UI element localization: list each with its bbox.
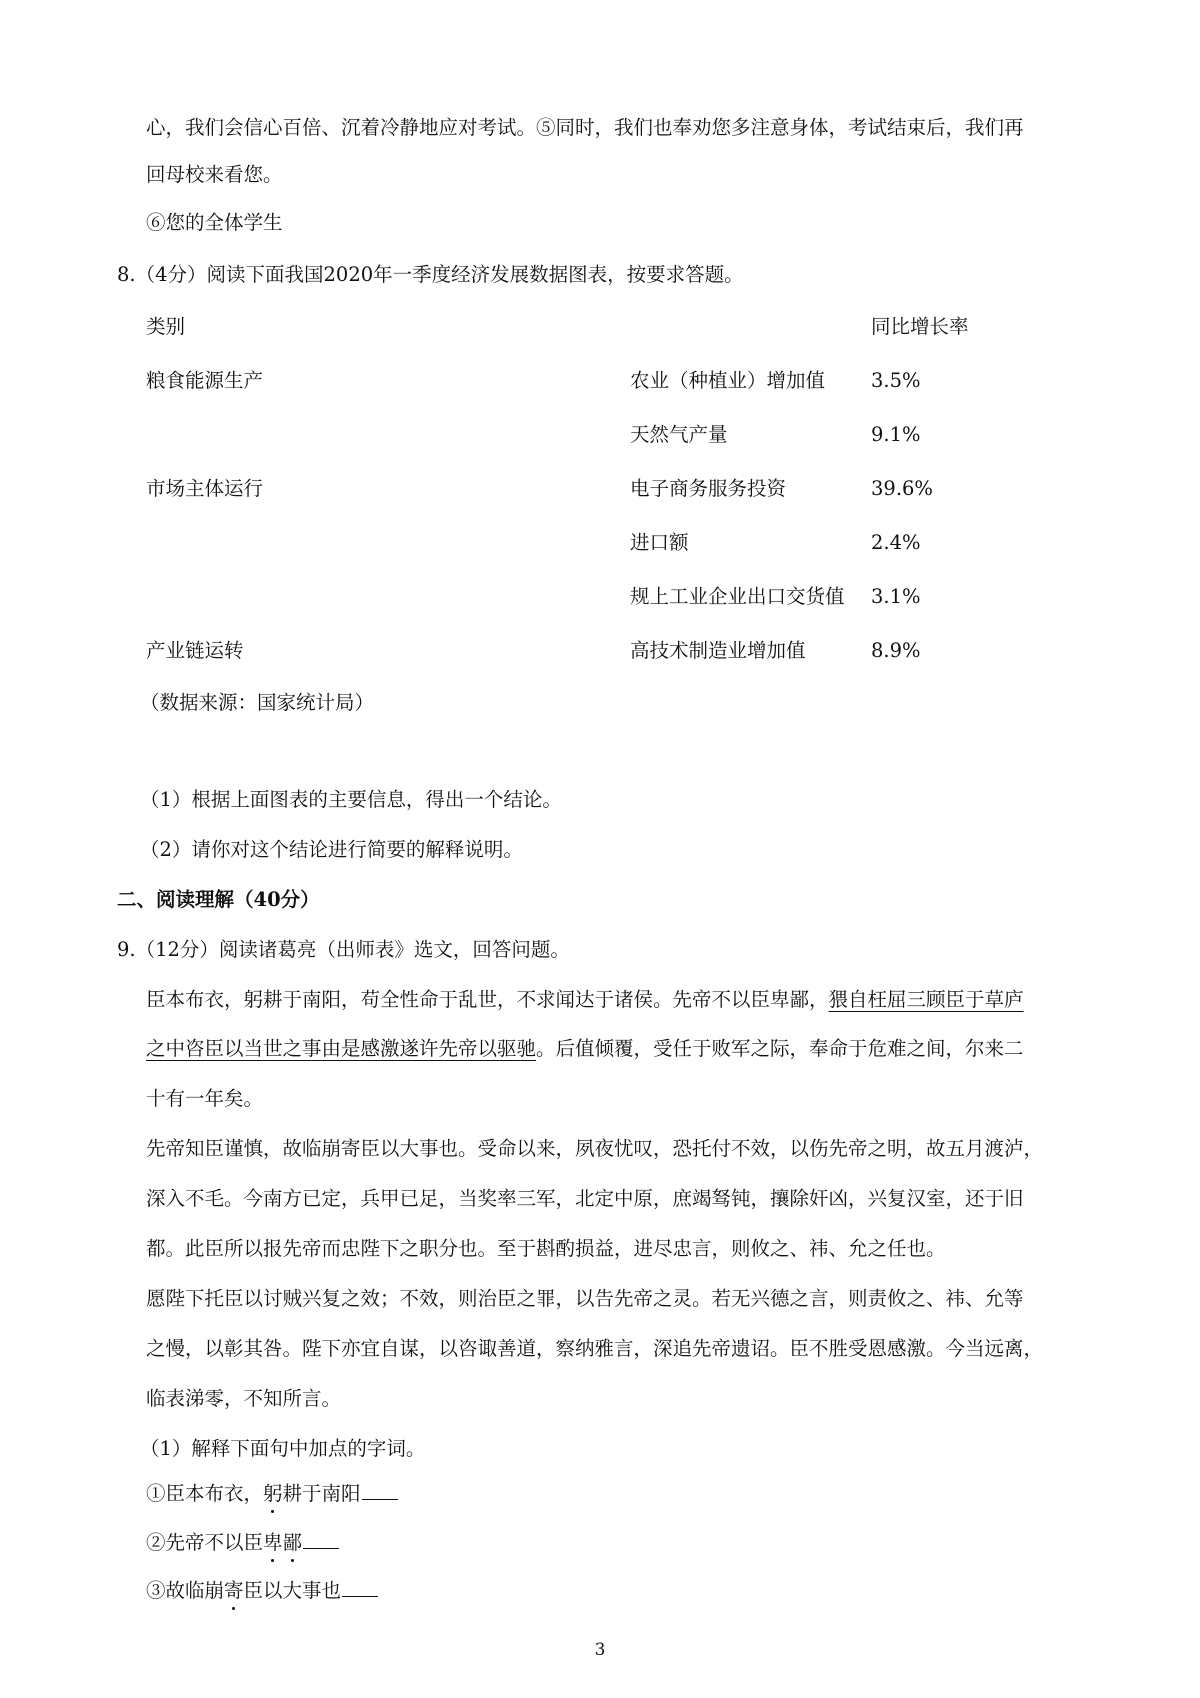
- answer-blank[interactable]: [303, 1530, 339, 1549]
- table-cell-rate: 8.9%: [871, 639, 921, 662]
- table-cell-category: 产业链运转: [146, 639, 244, 662]
- table-cell-rate: 9.1%: [871, 423, 921, 446]
- table-cell-category: 市场主体运行: [146, 477, 264, 500]
- passage-p1-line-3: 十有一年矣。: [146, 1087, 264, 1110]
- q8-stem: 8.（4分）阅读下面我国2020年一季度经济发展数据图表，按要求答题。: [117, 263, 744, 286]
- intro-line-1: 心，我们会信心百倍、沉着冷静地应对考试。⑤同时，我们也奉劝您多注意身体，考试结束后，我们再: [146, 116, 1024, 139]
- table-cell-rate: 3.5%: [871, 369, 921, 392]
- q9-item-3: [146, 1578, 378, 1604]
- underlined-sentence: 之中咨臣以当世之事由是感激遂许先帝以驱驰: [146, 1037, 537, 1060]
- table-cell-category: 粮食能源生产: [146, 369, 264, 392]
- table-source-note: （数据来源：国家统计局）: [140, 691, 375, 714]
- table-cell-item: 电子商务服务投资: [630, 477, 787, 500]
- dotted-char: 躬: [263, 1482, 283, 1505]
- q8-subquestion-2: （2）请你对这个结论进行简要的解释说明。: [140, 838, 523, 861]
- q9-subquestion-1: （1）解释下面句中加点的字词。: [140, 1437, 426, 1460]
- underlined-sentence: 猥自枉屈三顾臣于草庐: [828, 988, 1024, 1011]
- intro-signature: ⑥您的全体学生: [146, 211, 283, 234]
- table-cell-rate: 2.4%: [871, 531, 921, 554]
- table-cell-item: 进口额: [630, 531, 689, 554]
- section-heading: 二、阅读理解（40分）: [117, 888, 320, 911]
- passage-p1-line-1: [146, 987, 1024, 1013]
- passage-p2-line-2: 深入不毛。今南方已定，兵甲已足，当奖率三军，北定中原，庶竭驽钝，攘除奸凶，兴复汉室，还于旧: [146, 1187, 1024, 1210]
- item-text: 耕于南阳: [282, 1482, 361, 1505]
- table-cell-item: 天然气产量: [630, 423, 728, 446]
- q9-stem: 9.（12分）阅读诸葛亮（出师表》选文，回答问题。: [117, 938, 570, 961]
- passage-p2-line-1: 先帝知臣谨慎，故临崩寄臣以大事也。受命以来，夙夜忧叹，恐托付不效，以伤先帝之明，故五月渡泸，: [146, 1137, 1044, 1160]
- table-cell-item: 规上工业企业出口交货值: [630, 585, 845, 608]
- passage-p3-line-3: 临表涕零，不知所言。: [146, 1387, 342, 1410]
- item-text: ②先帝不以臣: [146, 1531, 264, 1554]
- answer-blank[interactable]: [342, 1578, 378, 1597]
- table-cell-item: 高技术制造业增加值: [630, 639, 806, 662]
- q9-item-1: [146, 1481, 398, 1507]
- dotted-char: 寄: [224, 1579, 244, 1602]
- answer-blank[interactable]: [362, 1481, 398, 1500]
- passage-p3-line-1: 愿陛下托臣以讨贼兴复之效；不效，则治臣之罪，以告先帝之灵。若无兴德之言，则责攸之、祎、允等: [146, 1287, 1024, 1310]
- q9-item-2: [146, 1530, 339, 1556]
- dotted-char: 卑: [263, 1531, 283, 1554]
- passage-text: 臣本布衣，躬耕于南阳，苟全性命于乱世，不求闻达于诸侯。先帝不以臣卑鄙，: [146, 988, 829, 1011]
- q8-subquestion-1: （1）根据上面图表的主要信息，得出一个结论。: [140, 788, 562, 811]
- passage-text: 。后值倾覆，受任于败军之际，奉命于危难之间，尔来二: [536, 1037, 1024, 1060]
- passage-p3-line-2: 之慢，以彰其咎。陛下亦宜自谋，以咨诹善道，察纳雅言，深追先帝遗诏。臣不胜受恩感激。今当远离，: [146, 1337, 1044, 1360]
- table-header-category: 类别: [146, 315, 186, 338]
- passage-p1-line-2: [146, 1036, 1024, 1062]
- table-header-rate: 同比增长率: [871, 315, 969, 338]
- page-number: 3: [594, 1640, 606, 1660]
- table-cell-rate: 39.6%: [871, 477, 933, 500]
- dotted-char: 鄙: [282, 1531, 303, 1554]
- table-cell-rate: 3.1%: [871, 585, 921, 608]
- passage-p2-line-3: 都。此臣所以报先帝而忠陛下之职分也。至于斟酌损益，进尽忠言，则攸之、祎、允之任也。: [146, 1237, 946, 1260]
- item-text: 臣以大事也: [243, 1579, 342, 1602]
- item-text: ①臣本布衣，: [146, 1482, 264, 1505]
- item-text: ③故临崩: [146, 1579, 225, 1602]
- intro-line-2: 回母校来看您。: [146, 163, 283, 186]
- table-cell-item: 农业（种植业）增加值: [630, 369, 826, 392]
